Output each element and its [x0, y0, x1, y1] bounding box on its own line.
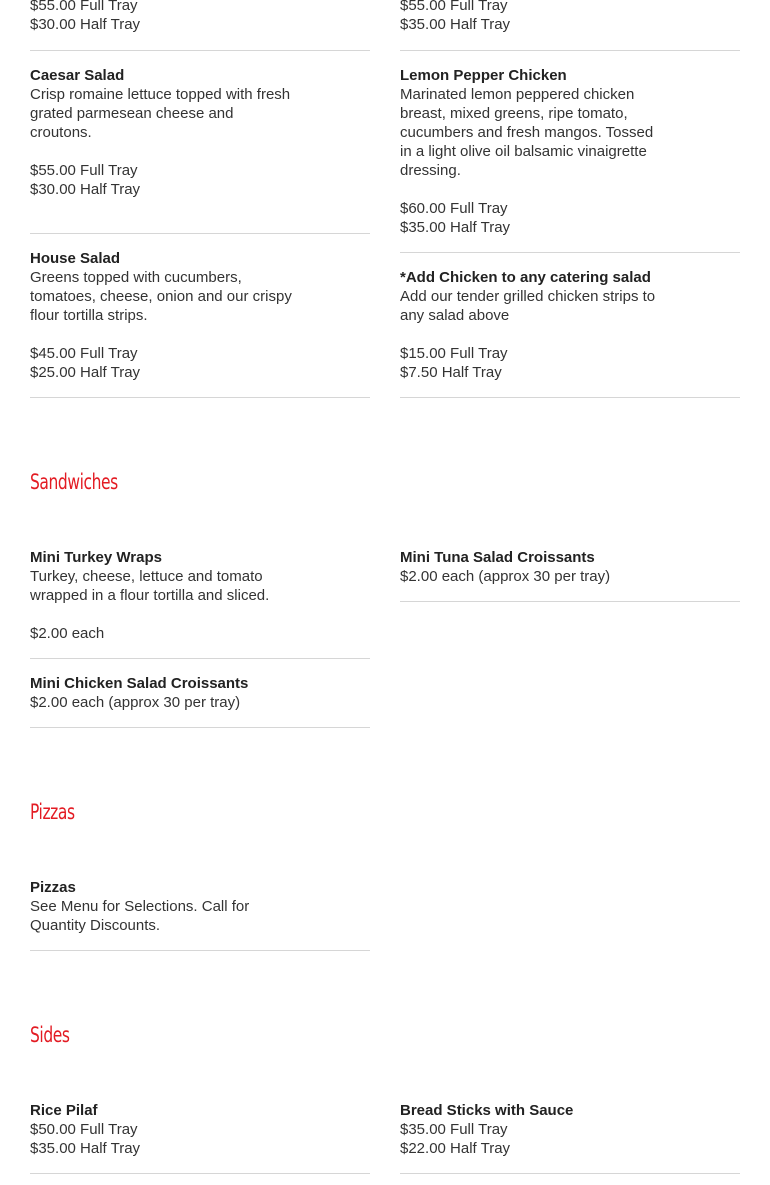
item-price-half: $35.00 Half Tray [30, 1140, 141, 1157]
item-description: Marinated lemon peppered chicken breast, mixed greens, ripe tomato, cucumbers and fresh mangos. Tossed in a light olive oil balsamic vinaigrette dressing. [400, 86, 654, 179]
menu-item [400, 268, 740, 398]
salads-top-row [30, 0, 740, 51]
menu-item [400, 1101, 740, 1174]
item-name: Caesar Salad [30, 67, 125, 84]
menu-item [30, 249, 370, 398]
item-price-full: $50.00 Full Tray [30, 1121, 138, 1138]
item-price-full: $55.00 Full Tray [400, 0, 508, 14]
menu-item [30, 1101, 370, 1174]
item-name: Mini Tuna Salad Croissants [400, 549, 595, 566]
item-name: House Salad [30, 250, 121, 267]
item-name: Rice Pilaf [30, 1102, 98, 1119]
sandwich-left-2 [30, 674, 370, 728]
menu-item [30, 674, 370, 728]
item-price: $2.00 each (approx 30 per tray) [400, 568, 611, 585]
item-price-half: $35.00 Half Tray [400, 16, 511, 33]
item-price-half: $7.50 Half Tray [400, 364, 502, 381]
item-name: *Add Chicken to any catering salad [400, 269, 651, 286]
salads-row-2-right [400, 268, 740, 398]
salads-row-1 [30, 66, 740, 253]
menu-item [30, 548, 370, 659]
item-name: Pizzas [30, 879, 76, 896]
sandwich-left-1 [30, 548, 370, 659]
item-name: Mini Chicken Salad Croissants [30, 675, 249, 692]
item-price-half: $22.00 Half Tray [400, 1140, 511, 1157]
salads-row-2-left [30, 249, 370, 398]
item-price-half: $30.00 Half Tray [30, 16, 141, 33]
item-name: Bread Sticks with Sauce [400, 1102, 574, 1119]
item-description: Turkey, cheese, lettuce and tomato wrapped in a flour tortilla and sliced. [30, 568, 270, 604]
menu-item [400, 66, 740, 253]
item-price-full: $35.00 Full Tray [400, 1121, 508, 1138]
menu-item [30, 878, 370, 951]
item-price-half: $35.00 Half Tray [400, 219, 511, 236]
item-price-half: $30.00 Half Tray [30, 181, 141, 198]
item-price-full: $55.00 Full Tray [30, 0, 138, 14]
item-name: Mini Turkey Wraps [30, 549, 162, 566]
menu-item [400, 0, 740, 51]
item-price: $2.00 each [30, 625, 105, 642]
item-price-full: $55.00 Full Tray [30, 162, 138, 179]
item-price-full: $45.00 Full Tray [30, 345, 138, 362]
section-title-pizzas: Pizzas [30, 800, 75, 824]
menu-item [30, 66, 370, 234]
item-description: Crisp romaine lettuce topped with fresh grated parmesean cheese and croutons. [30, 86, 291, 141]
item-description: See Menu for Selections. Call for Quantity Discounts. [30, 898, 250, 934]
menu-item [30, 0, 370, 51]
section-title-sides: Sides [30, 1023, 70, 1047]
pizza-left-1 [30, 878, 370, 951]
item-description: Greens topped with cucumbers, tomatoes, cheese, onion and our crispy flour tortilla strips. [30, 269, 292, 324]
sandwich-right-1 [400, 548, 740, 602]
item-price-half: $25.00 Half Tray [30, 364, 141, 381]
item-name: Lemon Pepper Chicken [400, 67, 567, 84]
item-price-full: $15.00 Full Tray [400, 345, 508, 362]
item-description: Add our tender grilled chicken strips to any salad above [400, 288, 656, 324]
item-price-full: $60.00 Full Tray [400, 200, 508, 217]
menu-item [400, 548, 740, 602]
section-title-sandwiches: Sandwiches [30, 470, 118, 494]
item-price: $2.00 each (approx 30 per tray) [30, 694, 241, 711]
sides-row-1 [30, 1101, 740, 1174]
